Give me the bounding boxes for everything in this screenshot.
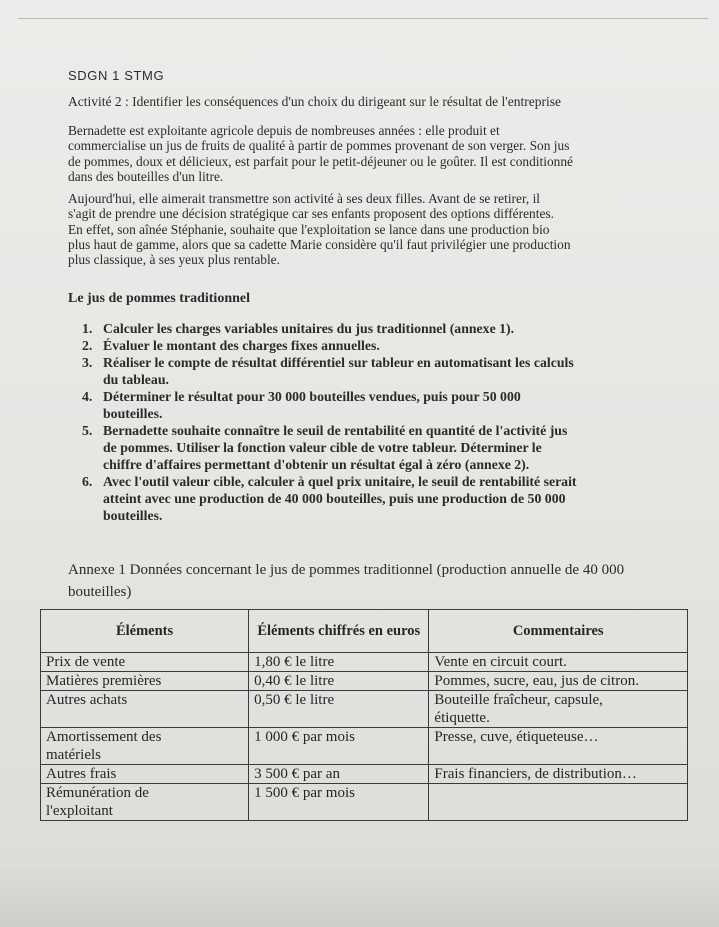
cell-text: Autres frais <box>46 766 117 782</box>
cell-text: l'exploitant <box>46 803 113 819</box>
table-row <box>41 765 688 784</box>
question-line: bouteilles. <box>103 508 163 523</box>
cell-text: matériels <box>46 747 101 763</box>
amount-cell <box>249 784 429 821</box>
cell-text: Amortissement des <box>46 729 162 745</box>
amount-cell <box>249 653 429 672</box>
paragraph-line: dans des bouteilles d'un litre. <box>68 168 224 184</box>
cell-text: Matières premières <box>46 673 162 689</box>
question-line: Bernadette souhaite connaître le seuil de rentabilité en quantité de l'activité jus <box>103 423 568 438</box>
cell-text: 1,80 € le litre <box>254 654 335 670</box>
paragraph-line: commercialise un jus de fruits de qualité à partir de pommes provenant de son verger. Son jus <box>68 138 570 154</box>
paragraph-line: s'agit de prendre une décision stratégique car ses enfants proposent des options différentes. <box>68 206 554 222</box>
comment-cell <box>429 672 688 691</box>
question-item <box>82 320 577 337</box>
table-row <box>41 672 688 691</box>
column-header-elements: Éléments <box>41 610 249 653</box>
comment-cell <box>429 728 688 765</box>
cell-text: 1 500 € par mois <box>254 785 355 801</box>
question-line: bouteilles. <box>103 406 163 421</box>
element-cell <box>41 691 249 728</box>
paragraph-line: de pommes, doux et délicieux, est parfait pour le petit-déjeuner ou le goûter. Il est conditionné <box>68 153 573 169</box>
question-number: 5. <box>82 423 93 438</box>
question-list <box>82 320 577 524</box>
question-line: Avec l'outil valeur cible, calculer à quel prix unitaire, le seuil de rentabilité serait <box>103 474 577 489</box>
question-number: 4. <box>82 389 93 404</box>
table-row <box>41 691 688 728</box>
question-number: 3. <box>82 355 93 370</box>
paragraph-line: plus classique, à ses yeux plus rentable. <box>68 252 280 268</box>
amount-cell <box>249 672 429 691</box>
context-paragraph <box>68 191 628 267</box>
amount-cell <box>249 728 429 765</box>
caption-line: Annexe 1 Données concernant le jus de pommes traditionnel (production annuelle de 40 000 <box>68 562 625 578</box>
cell-text: Vente en circuit court. <box>434 654 567 670</box>
cell-text: Bouteille fraîcheur, capsule, <box>434 692 603 708</box>
question-line: du tableau. <box>103 372 169 387</box>
caption-line: bouteilles) <box>68 584 132 600</box>
annex-caption <box>68 559 668 603</box>
comment-cell <box>429 765 688 784</box>
question-item <box>82 337 577 354</box>
question-line: Réaliser le compte de résultat différentiel sur tableur en automatisant les calculs <box>103 355 574 370</box>
cell-text: 0,40 € le litre <box>254 673 335 689</box>
comment-cell <box>429 784 688 821</box>
question-line: Évaluer le montant des charges fixes annuelles. <box>103 338 380 353</box>
question-number: 1. <box>82 321 93 336</box>
table-row <box>41 728 688 765</box>
page-shadow <box>0 860 719 927</box>
amount-cell <box>249 765 429 784</box>
section-title: Le jus de pommes traditionnel <box>68 291 250 306</box>
question-line: Calculer les charges variables unitaires du jus traditionnel (annexe 1). <box>103 321 515 336</box>
question-line: atteint avec une production de 40 000 bouteilles, puis une production de 50 000 <box>103 491 566 506</box>
cell-text: Pommes, sucre, eau, jus de citron. <box>434 673 639 689</box>
element-cell <box>41 653 249 672</box>
cell-text: 1 000 € par mois <box>254 729 355 745</box>
intro-paragraph <box>68 123 628 184</box>
question-item <box>82 473 577 524</box>
element-cell <box>41 784 249 821</box>
paragraph-line: Bernadette est exploitante agricole depuis de nombreuses années : elle produit et <box>68 123 500 138</box>
column-header-comments: Commentaires <box>429 610 688 653</box>
question-line: Déterminer le résultat pour 30 000 bouteilles vendues, puis pour 50 000 <box>103 389 521 404</box>
table-row <box>41 784 688 821</box>
paragraph-line: Aujourd'hui, elle aimerait transmettre son activité à ses deux filles. Avant de se retirer, il <box>68 191 541 206</box>
cell-text: Prix de vente <box>46 654 126 670</box>
table-header-row <box>41 610 688 653</box>
comment-cell <box>429 653 688 672</box>
cell-text: Frais financiers, de distribution… <box>434 766 637 782</box>
paragraph-line: plus haut de gamme, alors que sa cadette Marie considère qu'il faut privilégier une production <box>68 236 571 252</box>
annex-table <box>40 609 688 821</box>
activity-title: Activité 2 : Identifier les conséquences d'un choix du dirigeant sur le résultat de l'entreprise <box>68 94 561 109</box>
element-cell <box>41 728 249 765</box>
question-number: 2. <box>82 338 93 353</box>
amount-cell <box>249 691 429 728</box>
comment-cell <box>429 691 688 728</box>
cell-text: Rémunération de <box>46 785 149 801</box>
cell-text: 0,50 € le litre <box>254 692 335 708</box>
question-number: 6. <box>82 474 93 489</box>
column-header-amounts: Éléments chiffrés en euros <box>249 610 429 653</box>
element-cell <box>41 765 249 784</box>
element-cell <box>41 672 249 691</box>
question-item <box>82 354 577 388</box>
question-item <box>82 388 577 422</box>
table-row <box>41 653 688 672</box>
cell-text: Autres achats <box>46 692 128 708</box>
cell-text: 3 500 € par an <box>254 766 340 782</box>
question-item <box>82 422 577 473</box>
top-rule <box>18 18 708 19</box>
cell-text: étiquette. <box>434 710 490 726</box>
question-line: chiffre d'affaires permettant d'obtenir un résultat égal à zéro (annexe 2). <box>103 457 530 472</box>
question-line: de pommes. Utiliser la fonction valeur cible de votre tableur. Déterminer le <box>103 440 542 455</box>
class-label: SDGN 1 STMG <box>68 68 165 83</box>
cell-text: Presse, cuve, étiqueteuse… <box>434 729 599 745</box>
paragraph-line: En effet, son aînée Stéphanie, souhaite que l'exploitation se lance dans une production bio <box>68 221 550 237</box>
